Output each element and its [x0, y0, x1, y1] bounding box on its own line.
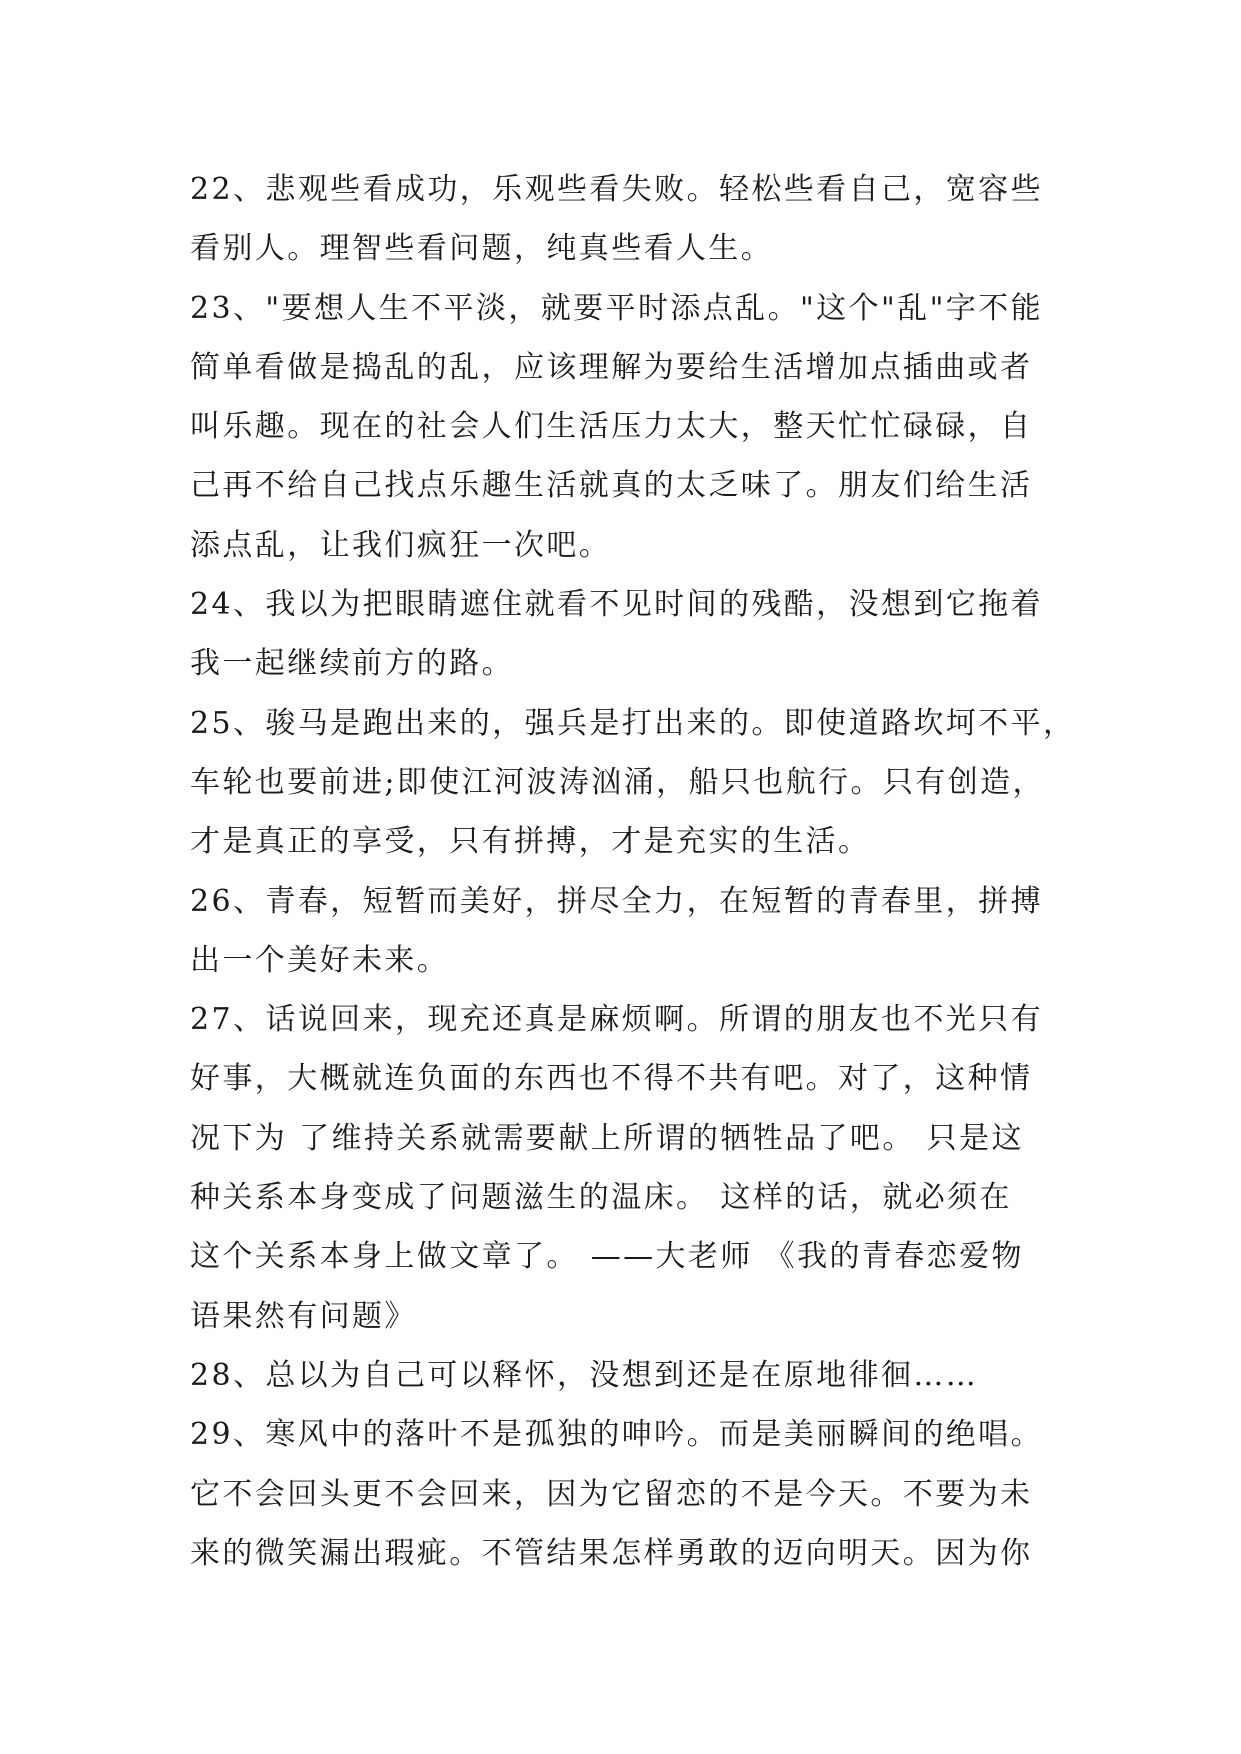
text-line: 我一起继续前方的路。: [190, 646, 514, 682]
text-line: 它不会回头更不会回来，因为它留恋的不是今天。不要为未: [190, 1476, 1033, 1512]
text-line: 29、寒风中的落叶不是孤独的呻吟。而是美丽瞬间的绝唱。: [190, 1417, 1043, 1453]
text-line: 26、青春，短暂而美好，拼尽全力，在短暂的青春里，拼搏: [190, 883, 1043, 919]
text-line: 25、骏马是跑出来的，强兵是打出来的。即使道路坎坷不平，: [190, 705, 1076, 741]
text-line: 22、悲观些看成功，乐观些看失败。轻松些看自己，宽容些: [190, 172, 1043, 207]
text-line: 简单看做是捣乱的乱，应该理解为要给生活增加点插曲或者: [190, 349, 1033, 385]
text-line: 来的微笑漏出瑕疵。不管结果怎样勇敢的迈向明天。因为你: [190, 1535, 1033, 1571]
text-line: 这个关系本身上做文章了。 ——大老师 《我的青春恋爱物: [190, 1239, 1024, 1275]
text-line: 叫乐趣。现在的社会人们生活压力太大，整天忙忙碌碌，自: [190, 409, 1033, 445]
text-line: 添点乱，让我们疯狂一次吧。: [190, 527, 612, 563]
text-line: 车轮也要前进;即使江河波涛汹涌，船只也航行。只有创造，: [190, 764, 1045, 800]
text-line: 己再不给自己找点乐趣生活就真的太乏味了。朋友们给生活: [190, 468, 1033, 504]
text-line: 28、总以为自己可以释怀，没想到还是在原地徘徊……: [190, 1357, 979, 1393]
text-line: 才是真正的享受，只有拼搏，才是充实的生活。: [190, 824, 871, 860]
text-line: 种关系本身变成了问题滋生的温床。 这样的话，就必须在: [190, 1180, 1012, 1216]
text-line: 27、话说回来，现充还真是麻烦啊。所谓的朋友也不光只有: [190, 1002, 1043, 1038]
text-line: 语果然有问题》: [190, 1298, 417, 1334]
text-line: 况下为 了维持关系就需要献上所谓的牺牲品了吧。 只是这: [190, 1120, 1024, 1156]
text-line: 好事，大概就连负面的东西也不得不共有吧。对了，这种情: [190, 1061, 1033, 1097]
text-line: 24、我以为把眼睛遮住就看不见时间的残酷，没想到它拖着: [190, 587, 1043, 623]
text-line: 23、"要想人生不平淡，就要平时添点乱。"这个"乱"字不能: [190, 290, 1043, 326]
document-body: [190, 160, 1090, 1583]
text-line: 出一个美好未来。: [190, 942, 450, 978]
text-line: 看别人。理智些看问题，纯真些看人生。: [190, 231, 774, 267]
